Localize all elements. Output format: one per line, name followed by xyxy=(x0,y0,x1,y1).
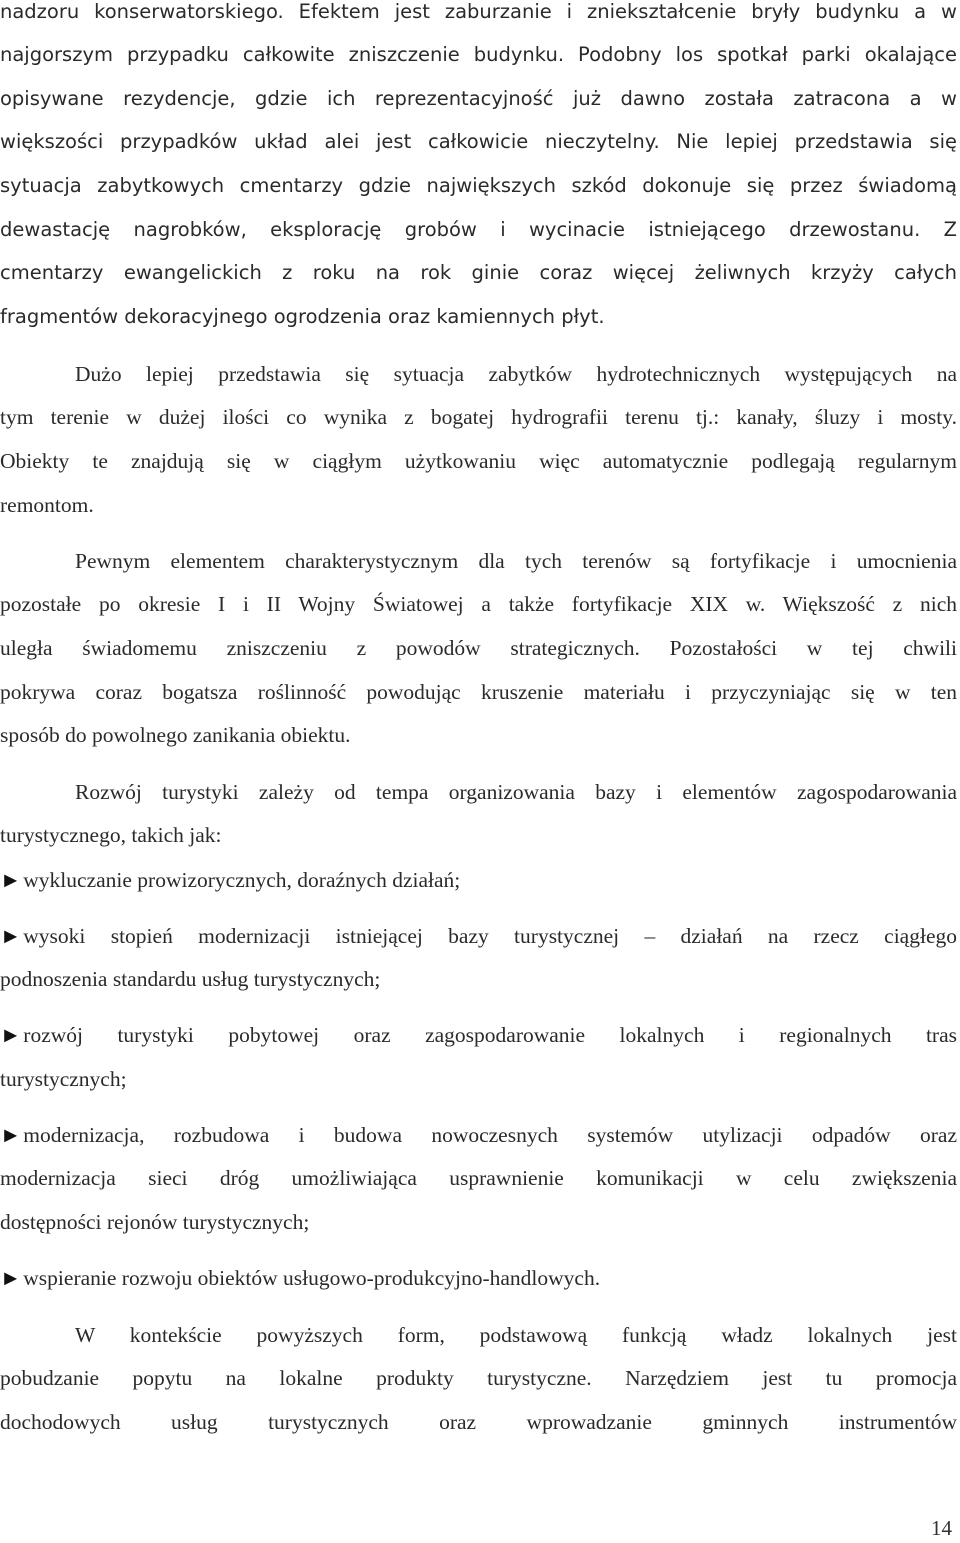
text-line: opisywane rezydencje, gdzie ich reprezentacyjność już dawno została zatracona a w xyxy=(0,87,957,110)
bullet-arrow-icon: ► xyxy=(0,1266,22,1290)
text-line: tym terenie w dużej ilości co wynika z bogatej hydrografii terenu tj.: kanały, śluzy i mosty. xyxy=(0,405,957,429)
text-line: pobudzanie popytu na lokalne produkty turystyczne. Narzędziem jest tu promocja xyxy=(0,1366,957,1390)
bullet-item xyxy=(0,1115,957,1155)
text-line: turystycznych; xyxy=(0,1067,127,1091)
text-line: dochodowych usług turystycznych oraz wprowadzanie gminnych instrumentów xyxy=(0,1410,957,1434)
text-line: nadzoru konserwatorskiego. Efektem jest zaburzanie i zniekształcenie bryły budynku a w xyxy=(0,0,957,23)
text-line: Pewnym elementem charakterystycznym dla tych terenów są fortyfikacje i umocnienia xyxy=(75,549,957,573)
bullet-text: modernizacja, rozbudowa i budowa nowoczesnych systemów utylizacji odpadów oraz xyxy=(23,1123,957,1147)
text-line: większości przypadków układ alei jest całkowicie nieczytelny. Nie lepiej przedstawia się xyxy=(0,130,957,153)
bullet-text: wysoki stopień modernizacji istniejącej bazy turystycznej – działań na rzecz ciągłego xyxy=(23,924,957,948)
bullet-item xyxy=(0,1258,957,1298)
text-line: najgorszym przypadku całkowite zniszczenie budynku. Podobny los spotkał parki okalające xyxy=(0,43,957,66)
bullet-text: rozwój turystyki pobytowej oraz zagospodarowanie lokalnych i regionalnych tras xyxy=(23,1023,957,1047)
page-number: 14 xyxy=(931,1516,952,1540)
text-line: Obiekty te znajdują się w ciągłym użytkowaniu więc automatycznie podlegają regularnym xyxy=(0,449,957,473)
bullet-arrow-icon: ► xyxy=(0,1123,22,1147)
bullet-text: wspieranie rozwoju obiektów usługowo-produkcyjno-handlowych. xyxy=(23,1266,601,1290)
text-line: modernizacja sieci dróg umożliwiająca usprawnienie komunikacji w celu zwiększenia xyxy=(0,1166,957,1190)
bullet-arrow-icon: ► xyxy=(0,868,22,892)
text-line: dewastację nagrobków, eksplorację grobów i wycinacie istniejącego drzewostanu. Z xyxy=(0,218,957,241)
bullet-text: wykluczanie prowizorycznych, doraźnych działań; xyxy=(23,868,461,892)
bullet-arrow-icon: ► xyxy=(0,924,22,948)
text-line: turystycznego, takich jak: xyxy=(0,823,222,847)
text-line: podnoszenia standardu usług turystycznych; xyxy=(0,967,381,991)
text-line: sposób do powolnego zanikania obiektu. xyxy=(0,723,351,747)
text-line: fragmentów dekoracyjnego ogrodzenia oraz kamiennych płyt. xyxy=(0,305,605,328)
text-line: sytuacja zabytkowych cmentarzy gdzie największych szkód dokonuje się przez świadomą xyxy=(0,174,957,197)
text-line: dostępności rejonów turystycznych; xyxy=(0,1210,310,1234)
text-line: W kontekście powyższych form, podstawową funkcją władz lokalnych jest xyxy=(75,1323,957,1347)
text-line: cmentarzy ewangelickich z roku na rok ginie coraz więcej żeliwnych krzyży całych xyxy=(0,261,957,284)
text-line: Dużo lepiej przedstawia się sytuacja zabytków hydrotechnicznych występujących na xyxy=(75,362,957,386)
text-line: remontom. xyxy=(0,493,94,517)
bullet-arrow-icon: ► xyxy=(0,1023,22,1047)
text-line: uległa świadomemu zniszczeniu z powodów strategicznych. Pozostałości w tej chwili xyxy=(0,636,957,660)
bullet-item xyxy=(0,916,957,956)
text-line: Rozwój turystyki zależy od tempa organizowania bazy i elementów zagospodarowania xyxy=(75,780,957,804)
text-line: pozostałe po okresie I i II Wojny Światowej a także fortyfikacje XIX w. Większość z nich xyxy=(0,592,957,616)
text-line: pokrywa coraz bogatsza roślinność powodując kruszenie materiału i przyczyniając się w ten xyxy=(0,680,957,704)
bullet-item xyxy=(0,1015,957,1055)
bullet-item xyxy=(0,860,957,900)
